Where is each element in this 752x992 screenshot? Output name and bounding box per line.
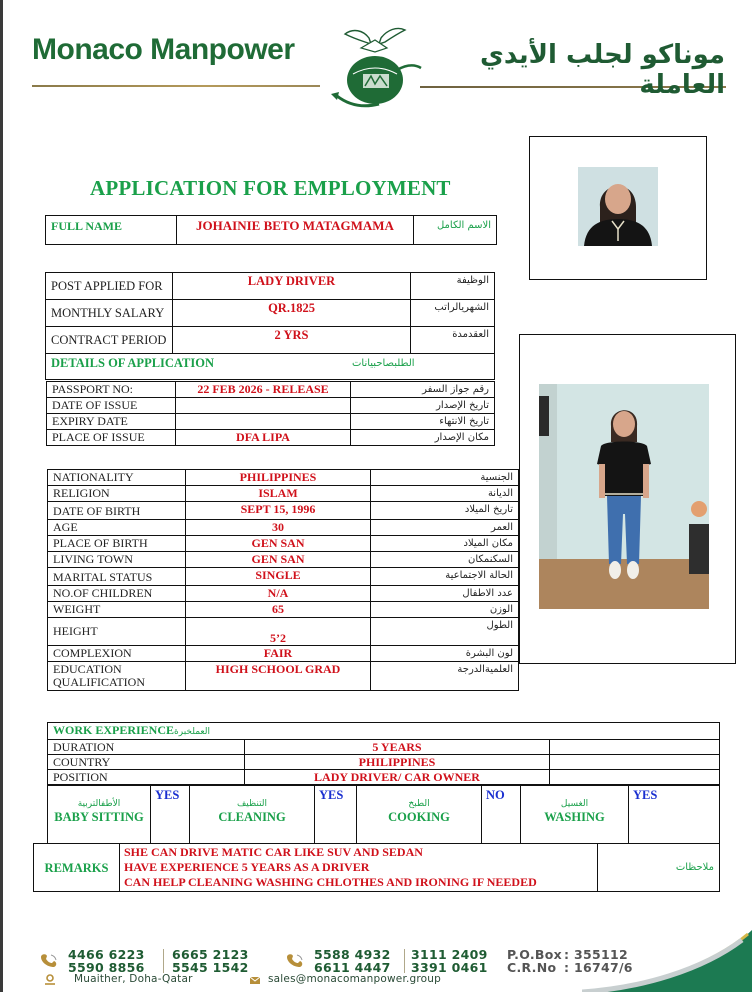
full-name-row: [46, 216, 497, 245]
height-label: HEIGHT: [48, 618, 186, 646]
skill-washing-label: WASHING: [544, 810, 605, 824]
nationality-label: NATIONALITY: [48, 470, 186, 486]
skill-cleaning: [190, 786, 315, 844]
table-row: [48, 520, 519, 536]
footer-decorative-swoosh-icon: [582, 930, 752, 992]
education-label: EDUCATION QUALIFICATION: [48, 662, 186, 691]
position-value: LADY DRIVER/ CAR OWNER: [245, 770, 550, 785]
table-row: [48, 486, 519, 502]
full-name-label-arabic: الاسم الكامل: [414, 216, 497, 245]
personal-details-table: [47, 469, 519, 691]
skill-washing-answer: YES: [629, 786, 720, 844]
date-of-issue-label-arabic: تاريخ الإصدار: [351, 398, 495, 414]
table-row: [48, 552, 519, 568]
email-icon: [249, 974, 261, 985]
skill-baby-sitting-arabic: الأطفالتربية: [77, 799, 121, 809]
cr-no-label: C.R.No: [507, 960, 557, 975]
post-applied-value: LADY DRIVER: [173, 273, 411, 300]
remarks-line-2: HAVE EXPERIENCE 5 YEARS AS A DRIVER: [124, 860, 370, 874]
weight-label: WEIGHT: [48, 602, 186, 618]
table-row: [47, 430, 495, 446]
work-heading-cell: [48, 723, 720, 740]
duration-extra: [550, 740, 720, 755]
phone-icon: [284, 952, 306, 968]
contract-period-label: CONTRACT PERIOD: [46, 327, 173, 354]
skills-table: [47, 785, 720, 844]
table-row: [48, 618, 519, 646]
place-of-issue-label-arabic: مكان الإصدار: [351, 430, 495, 446]
details-heading-cell: [46, 354, 495, 380]
phone-number-4: 5545 1542: [172, 960, 249, 975]
age-label: AGE: [48, 520, 186, 536]
education-value: HIGH SCHOOL GRAD: [186, 662, 371, 691]
page-left-edge: [0, 0, 3, 992]
living-town-label-arabic: السكنمكان: [371, 552, 519, 568]
remarks-label: REMARKS: [34, 844, 120, 892]
post-applied-label-arabic: الوظيفة: [411, 273, 495, 300]
skill-washing-arabic: الغسيل: [560, 799, 589, 809]
marital-status-label-arabic: الحالة الاجتماعية: [371, 568, 519, 586]
full-name-table: [45, 215, 497, 245]
phone-number-1: 4466 6223: [68, 947, 145, 962]
passport-no-value: 22 FEB 2026 - RELEASE: [176, 382, 351, 398]
skill-baby-sitting-answer: YES: [151, 786, 190, 844]
details-of-application-heading-arabic: الطلبصاحبيانات: [352, 358, 415, 369]
table-row: [46, 273, 495, 300]
footer-separator: [163, 949, 164, 973]
table-row: [48, 502, 519, 520]
phone-number-3: 6665 2123: [172, 947, 249, 962]
brand-name-english: Monaco Manpower: [32, 33, 295, 66]
complexion-label: COMPLEXION: [48, 646, 186, 662]
table-row: [48, 646, 519, 662]
place-of-birth-label: PLACE OF BIRTH: [48, 536, 186, 552]
expiry-date-label-arabic: تاريخ الانتهاء: [351, 414, 495, 430]
work-experience-heading-arabic: العملخبرة: [174, 727, 210, 737]
nationality-value: PHILIPPINES: [186, 470, 371, 486]
table-row: [46, 327, 495, 354]
place-of-issue-value: DFA LIPA: [176, 430, 351, 446]
marital-status-label: MARITAL STATUS: [48, 568, 186, 586]
post-applied-label: POST APPLIED FOR: [46, 273, 173, 300]
complexion-label-arabic: لون البشرة: [371, 646, 519, 662]
applicant-full-body-photo-icon: [539, 384, 709, 609]
skill-baby-sitting: [48, 786, 151, 844]
table-row: [48, 536, 519, 552]
phone-number-5: 5588 4932: [314, 947, 391, 962]
page-title: APPLICATION FOR EMPLOYMENT: [90, 176, 451, 200]
weight-value: 65: [186, 602, 371, 618]
phone-number-7: 3111 2409: [411, 947, 488, 962]
place-of-birth-value: GEN SAN: [186, 536, 371, 552]
phone-number-8: 3391 0461: [411, 960, 488, 975]
table-row: [48, 602, 519, 618]
details-heading-row: [46, 354, 495, 380]
portrait-photo-frame: [529, 136, 707, 280]
table-row: [48, 770, 720, 785]
full-name-value: JOHAINIE BETO MATAGMAMA: [177, 216, 414, 245]
full-name-label: FULL NAME: [46, 216, 177, 245]
work-heading-row: [48, 723, 720, 740]
date-of-birth-value: SEPT 15, 1996: [186, 502, 371, 520]
details-of-application-heading: DETAILS OF APPLICATION: [51, 356, 214, 370]
expiry-date-value: [176, 414, 351, 430]
duration-label: DURATION: [48, 740, 245, 755]
place-of-birth-label-arabic: مكان الميلاد: [371, 536, 519, 552]
phone-number-6: 6611 4447: [314, 960, 391, 975]
marital-status-value: SINGLE: [186, 568, 371, 586]
remarks-table: [33, 843, 720, 892]
work-experience-table: [47, 722, 720, 785]
age-label-arabic: العمر: [371, 520, 519, 536]
nationality-label-arabic: الجنسية: [371, 470, 519, 486]
table-row: [48, 586, 519, 602]
expiry-date-label: EXPIRY DATE: [47, 414, 176, 430]
phone-number-2: 5590 8856: [68, 960, 145, 975]
position-extra: [550, 770, 720, 785]
skill-cooking-label: COOKING: [388, 810, 450, 824]
religion-value: ISLAM: [186, 486, 371, 502]
skill-cooking-answer: NO: [482, 786, 521, 844]
table-row: [47, 414, 495, 430]
complexion-value: FAIR: [186, 646, 371, 662]
living-town-label: LIVING TOWN: [48, 552, 186, 568]
table-row: [47, 382, 495, 398]
skill-cleaning-label: CLEANING: [218, 810, 286, 824]
religion-label-arabic: الديانة: [371, 486, 519, 502]
passport-table: [46, 381, 495, 446]
table-row: [48, 470, 519, 486]
duration-value: 5 YEARS: [245, 740, 550, 755]
passport-no-label-arabic: رقم جواز السفر: [351, 382, 495, 398]
date-of-issue-value: [176, 398, 351, 414]
po-box-value: : 355112: [564, 947, 628, 962]
place-of-issue-label: PLACE OF ISSUE: [47, 430, 176, 446]
table-row: [48, 662, 519, 691]
date-of-birth-label: DATE OF BIRTH: [48, 502, 186, 520]
remarks-row: [34, 844, 720, 892]
remarks-text: [120, 844, 598, 892]
monthly-salary-label: MONTHLY SALARY: [46, 300, 173, 327]
work-experience-heading: WORK EXPERIENCE: [53, 723, 175, 737]
table-row: [47, 398, 495, 414]
monthly-salary-value: QR.1825: [173, 300, 411, 327]
no-of-children-label-arabic: عدد الاطفال: [371, 586, 519, 602]
post-details-table: [45, 272, 495, 380]
country-value: PHILIPPINES: [245, 755, 550, 770]
table-row: [48, 740, 720, 755]
education-label-arabic: العلميةالدرجة: [371, 662, 519, 691]
skill-cooking: [357, 786, 482, 844]
position-label: POSITION: [48, 770, 245, 785]
email-link[interactable]: sales@monacomanpower.group: [268, 973, 442, 985]
date-of-issue-label: DATE OF ISSUE: [47, 398, 176, 414]
monthly-salary-label-arabic: الشهريالراتب: [411, 300, 495, 327]
location-pin-icon: [44, 974, 56, 986]
date-of-birth-label-arabic: تاريخ الميلاد: [371, 502, 519, 520]
remarks-label-arabic: ملاحظات: [598, 844, 720, 892]
address-text: Muaither, Doha-Qatar: [74, 973, 193, 985]
living-town-value: GEN SAN: [186, 552, 371, 568]
footer: [0, 940, 752, 992]
remarks-line-3: CAN HELP CLEANING WASHING CHLOTHES AND IRONING IF NEEDED: [124, 875, 537, 889]
skill-baby-sitting-label: BABY SITTING: [54, 810, 144, 824]
brand-name-arabic: موناكو لجلب الأيدي العاملة: [480, 40, 725, 100]
skill-washing: [521, 786, 629, 844]
remarks-line-1: SHE CAN DRIVE MATIC CAR LIKE SUV AND SEDAN: [124, 845, 423, 859]
country-extra: [550, 755, 720, 770]
phone-icon: [38, 952, 60, 968]
company-logo-icon: [325, 22, 425, 112]
po-box-label: P.O.Box: [507, 947, 562, 962]
no-of-children-label: NO.OF CHILDREN: [48, 586, 186, 602]
weight-label-arabic: الوزن: [371, 602, 519, 618]
skill-cleaning-answer: YES: [315, 786, 357, 844]
age-value: 30: [186, 520, 371, 536]
height-value: 5’2: [186, 618, 371, 646]
table-row: [46, 300, 495, 327]
applicant-portrait-photo-icon: [578, 167, 658, 246]
religion-label: RELIGION: [48, 486, 186, 502]
height-label-arabic: الطول: [371, 618, 519, 646]
skills-row: [48, 786, 720, 844]
passport-no-label: PASSPORT NO:: [47, 382, 176, 398]
contract-period-value: 2 YRS: [173, 327, 411, 354]
header-rule-left: [32, 85, 320, 87]
country-label: COUNTRY: [48, 755, 245, 770]
cr-no-value: : 16747/6: [564, 960, 633, 975]
table-row: [48, 755, 720, 770]
no-of-children-value: N/A: [186, 586, 371, 602]
full-body-photo-frame: [519, 334, 736, 664]
skill-cooking-arabic: الطبخ: [408, 799, 430, 809]
skill-cleaning-arabic: التنظيف: [236, 799, 268, 809]
footer-separator: [404, 949, 405, 973]
table-row: [48, 568, 519, 586]
contract-period-label-arabic: العقدمدة: [411, 327, 495, 354]
